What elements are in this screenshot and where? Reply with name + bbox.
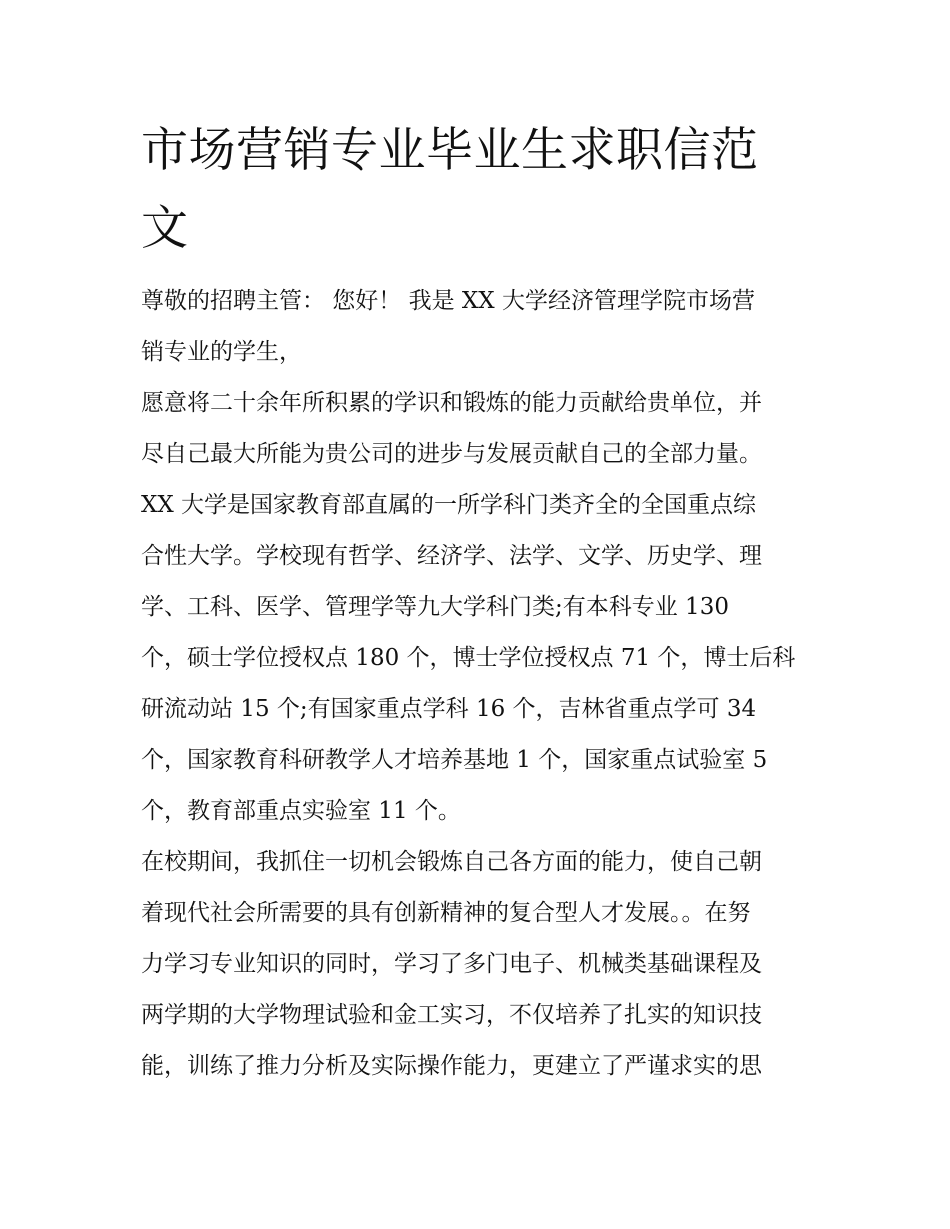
body-line: 在校期间，我抓住一切机会锻炼自己各方面的能力，使自己朝	[141, 849, 762, 875]
body-line: 个，教育部重点实验室 11 个。	[141, 798, 461, 824]
title-line: 市场营销专业毕业生求职信范	[141, 123, 759, 178]
body-line: 个，硕士学位授权点 180 个，博士学位授权点 71 个，博士后科	[141, 645, 796, 671]
title-line: 文	[141, 201, 189, 256]
body-line: 学、工科、医学、管理学等九大学科门类;有本科专业 130	[141, 594, 729, 620]
body-line: 尊敬的招聘主管： 您好！ 我是 XX 大学经济管理学院市场营	[141, 288, 755, 314]
body-line: 尽自己最大所能为贵公司的进步与发展贡献自己的全部力量。	[141, 441, 762, 467]
document-body	[141, 276, 813, 1092]
body-line: 个，国家教育科研教学人才培养基地 1 个，国家重点试验室 5	[141, 747, 768, 773]
body-line: 研流动站 15 个;有国家重点学科 16 个，吉林省重点学可 34	[141, 696, 757, 722]
body-line: 两学期的大学物理试验和金工实习，不仅培养了扎实的知识技	[141, 1002, 762, 1028]
body-line: 销专业的学生，	[141, 339, 302, 365]
document-title	[141, 112, 821, 268]
body-line: 合性大学。学校现有哲学、经济学、法学、文学、历史学、理	[141, 543, 762, 569]
body-line: 愿意将二十余年所积累的学识和锻炼的能力贡献给贵单位，并	[141, 390, 762, 416]
body-line: 能，训练了推力分析及实际操作能力，更建立了严谨求实的思	[141, 1053, 762, 1079]
body-line: 着现代社会所需要的具有创新精神的复合型人才发展。。在努	[141, 900, 751, 926]
body-line: 力学习专业知识的同时，学习了多门电子、机械类基础课程及	[141, 951, 762, 977]
body-line: XX 大学是国家教育部直属的一所学科门类齐全的全国重点综	[141, 492, 757, 518]
